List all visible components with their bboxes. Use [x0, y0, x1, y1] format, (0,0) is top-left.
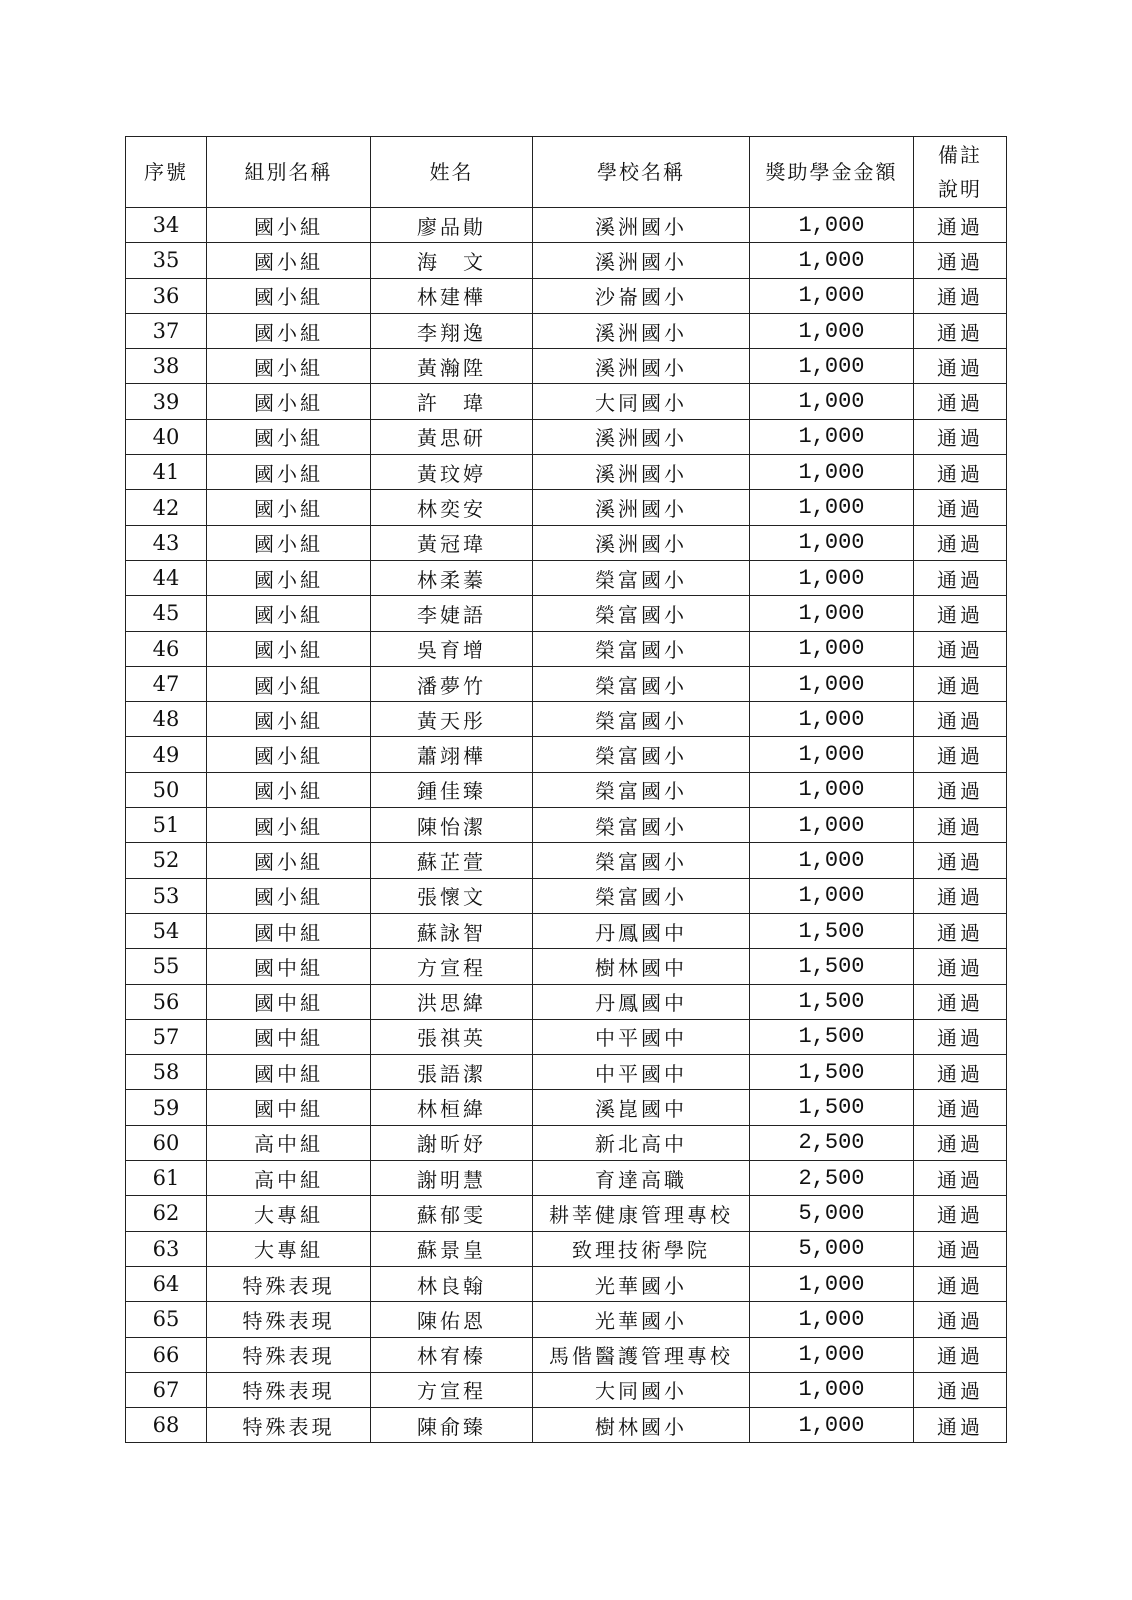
- cell-group: 國小組: [207, 878, 371, 913]
- cell-remark: 通過: [914, 419, 1007, 454]
- cell-seq: 47: [126, 666, 207, 701]
- cell-amount: 1,000: [750, 1337, 914, 1372]
- cell-group: 特殊表現: [207, 1372, 371, 1407]
- cell-seq: 34: [126, 208, 207, 243]
- cell-remark: 通過: [914, 490, 1007, 525]
- cell-amount: 1,000: [750, 313, 914, 348]
- cell-school: 榮富國小: [533, 772, 750, 807]
- cell-name: 張懷文: [371, 878, 533, 913]
- cell-name: 洪思緯: [371, 984, 533, 1019]
- cell-school: 耕莘健康管理專校: [533, 1196, 750, 1231]
- cell-remark: 通過: [914, 843, 1007, 878]
- cell-amount: 5,000: [750, 1231, 914, 1266]
- cell-school: 馬偕醫護管理專校: [533, 1337, 750, 1372]
- cell-seq: 51: [126, 808, 207, 843]
- cell-amount: 5,000: [750, 1196, 914, 1231]
- cell-group: 國小組: [207, 419, 371, 454]
- header-group: 組別名稱: [207, 137, 371, 208]
- cell-name: 陳怡潔: [371, 808, 533, 843]
- cell-seq: 41: [126, 455, 207, 490]
- cell-seq: 66: [126, 1337, 207, 1372]
- cell-remark: 通過: [914, 1408, 1007, 1443]
- cell-seq: 58: [126, 1055, 207, 1090]
- cell-seq: 35: [126, 243, 207, 278]
- table-row: [126, 1302, 1007, 1337]
- cell-remark: 通過: [914, 1125, 1007, 1160]
- cell-school: 大同國小: [533, 1372, 750, 1407]
- cell-remark: 通過: [914, 772, 1007, 807]
- cell-amount: 1,000: [750, 666, 914, 701]
- table-row: [126, 349, 1007, 384]
- cell-amount: 1,000: [750, 631, 914, 666]
- table-row: [126, 1019, 1007, 1054]
- header-seq: 序號: [126, 137, 207, 208]
- cell-group: 國中組: [207, 949, 371, 984]
- cell-name: 潘夢竹: [371, 666, 533, 701]
- cell-amount: 1,000: [750, 772, 914, 807]
- cell-group: 國中組: [207, 913, 371, 948]
- cell-school: 榮富國小: [533, 560, 750, 595]
- cell-school: 溪崑國中: [533, 1090, 750, 1125]
- cell-group: 國小組: [207, 208, 371, 243]
- cell-seq: 39: [126, 384, 207, 419]
- cell-amount: 1,000: [750, 349, 914, 384]
- scholarship-table: [125, 136, 1007, 1443]
- table-row: [126, 525, 1007, 560]
- cell-amount: 1,500: [750, 1019, 914, 1054]
- cell-group: 國小組: [207, 349, 371, 384]
- table-row: [126, 560, 1007, 595]
- cell-group: 國小組: [207, 278, 371, 313]
- cell-seq: 49: [126, 737, 207, 772]
- table-row: [126, 666, 1007, 701]
- cell-seq: 46: [126, 631, 207, 666]
- table-row: [126, 913, 1007, 948]
- cell-remark: 通過: [914, 313, 1007, 348]
- header-remark: [914, 137, 1007, 208]
- cell-remark: 通過: [914, 596, 1007, 631]
- cell-remark: 通過: [914, 1019, 1007, 1054]
- cell-group: 特殊表現: [207, 1266, 371, 1301]
- cell-group: 國小組: [207, 737, 371, 772]
- cell-seq: 67: [126, 1372, 207, 1407]
- cell-name: 蘇郁雯: [371, 1196, 533, 1231]
- cell-group: 特殊表現: [207, 1408, 371, 1443]
- cell-school: 致理技術學院: [533, 1231, 750, 1266]
- table-row: [126, 772, 1007, 807]
- cell-school: 榮富國小: [533, 737, 750, 772]
- cell-school: 溪洲國小: [533, 490, 750, 525]
- table-row: [126, 384, 1007, 419]
- cell-seq: 68: [126, 1408, 207, 1443]
- cell-name: 蘇景皇: [371, 1231, 533, 1266]
- cell-name: 張祺英: [371, 1019, 533, 1054]
- cell-name: 海 文: [371, 243, 533, 278]
- cell-remark: 通過: [914, 949, 1007, 984]
- cell-group: 特殊表現: [207, 1302, 371, 1337]
- cell-name: 吳育增: [371, 631, 533, 666]
- cell-remark: 通過: [914, 243, 1007, 278]
- table-row: [126, 737, 1007, 772]
- cell-remark: 通過: [914, 878, 1007, 913]
- cell-school: 榮富國小: [533, 596, 750, 631]
- cell-remark: 通過: [914, 913, 1007, 948]
- table-row: [126, 1372, 1007, 1407]
- table-row: [126, 878, 1007, 913]
- cell-school: 溪洲國小: [533, 243, 750, 278]
- cell-name: 李婕語: [371, 596, 533, 631]
- cell-group: 國小組: [207, 455, 371, 490]
- cell-name: 黃思研: [371, 419, 533, 454]
- table-row: [126, 1161, 1007, 1196]
- cell-seq: 64: [126, 1266, 207, 1301]
- cell-remark: 通過: [914, 737, 1007, 772]
- cell-amount: 1,000: [750, 737, 914, 772]
- cell-remark: 通過: [914, 278, 1007, 313]
- cell-group: 國小組: [207, 843, 371, 878]
- cell-school: 樹林國中: [533, 949, 750, 984]
- cell-remark: 通過: [914, 1337, 1007, 1372]
- cell-seq: 38: [126, 349, 207, 384]
- cell-seq: 53: [126, 878, 207, 913]
- cell-name: 李翔逸: [371, 313, 533, 348]
- cell-amount: 1,000: [750, 278, 914, 313]
- table-row: [126, 702, 1007, 737]
- table-row: [126, 1125, 1007, 1160]
- cell-amount: 1,000: [750, 1408, 914, 1443]
- header-remark-line2: 說明: [938, 177, 982, 201]
- cell-group: 國小組: [207, 808, 371, 843]
- cell-group: 國小組: [207, 702, 371, 737]
- cell-school: 丹鳳國中: [533, 984, 750, 1019]
- cell-school: 樹林國小: [533, 1408, 750, 1443]
- table-row: [126, 490, 1007, 525]
- cell-school: 光華國小: [533, 1302, 750, 1337]
- cell-remark: 通過: [914, 384, 1007, 419]
- cell-group: 國中組: [207, 1090, 371, 1125]
- cell-remark: 通過: [914, 666, 1007, 701]
- cell-amount: 2,500: [750, 1125, 914, 1160]
- cell-school: 溪洲國小: [533, 208, 750, 243]
- cell-amount: 1,000: [750, 455, 914, 490]
- cell-name: 林奕安: [371, 490, 533, 525]
- cell-name: 鍾佳臻: [371, 772, 533, 807]
- cell-school: 榮富國小: [533, 666, 750, 701]
- cell-amount: 1,000: [750, 808, 914, 843]
- cell-seq: 63: [126, 1231, 207, 1266]
- cell-group: 國小組: [207, 525, 371, 560]
- cell-amount: 1,500: [750, 949, 914, 984]
- table-row: [126, 1090, 1007, 1125]
- table-row: [126, 631, 1007, 666]
- cell-amount: 1,000: [750, 384, 914, 419]
- cell-school: 溪洲國小: [533, 419, 750, 454]
- cell-name: 黃冠瑋: [371, 525, 533, 560]
- cell-school: 榮富國小: [533, 631, 750, 666]
- cell-remark: 通過: [914, 560, 1007, 595]
- cell-remark: 通過: [914, 1090, 1007, 1125]
- cell-seq: 52: [126, 843, 207, 878]
- header-school: 學校名稱: [533, 137, 750, 208]
- cell-school: 溪洲國小: [533, 525, 750, 560]
- cell-remark: 通過: [914, 984, 1007, 1019]
- cell-group: 國中組: [207, 1055, 371, 1090]
- table-row: [126, 984, 1007, 1019]
- cell-school: 溪洲國小: [533, 455, 750, 490]
- cell-group: 國小組: [207, 631, 371, 666]
- cell-amount: 1,000: [750, 843, 914, 878]
- cell-name: 陳俞臻: [371, 1408, 533, 1443]
- cell-name: 謝昕妤: [371, 1125, 533, 1160]
- cell-school: 丹鳳國中: [533, 913, 750, 948]
- cell-seq: 56: [126, 984, 207, 1019]
- cell-remark: 通過: [914, 808, 1007, 843]
- cell-group: 國小組: [207, 772, 371, 807]
- cell-seq: 40: [126, 419, 207, 454]
- cell-group: 國小組: [207, 596, 371, 631]
- cell-name: 蕭翊樺: [371, 737, 533, 772]
- cell-name: 林宥榛: [371, 1337, 533, 1372]
- cell-amount: 1,000: [750, 419, 914, 454]
- cell-amount: 1,000: [750, 878, 914, 913]
- cell-seq: 42: [126, 490, 207, 525]
- table-row: [126, 1196, 1007, 1231]
- cell-name: 方宣程: [371, 949, 533, 984]
- cell-school: 大同國小: [533, 384, 750, 419]
- cell-remark: 通過: [914, 455, 1007, 490]
- cell-school: 榮富國小: [533, 702, 750, 737]
- header-amount: 獎助學金金額: [750, 137, 914, 208]
- cell-name: 黃瀚陞: [371, 349, 533, 384]
- cell-group: 高中組: [207, 1161, 371, 1196]
- cell-amount: 1,000: [750, 560, 914, 595]
- cell-seq: 59: [126, 1090, 207, 1125]
- cell-seq: 62: [126, 1196, 207, 1231]
- cell-amount: 1,000: [750, 208, 914, 243]
- cell-seq: 55: [126, 949, 207, 984]
- cell-name: 林建樺: [371, 278, 533, 313]
- cell-seq: 57: [126, 1019, 207, 1054]
- cell-group: 國小組: [207, 243, 371, 278]
- table-row: [126, 1266, 1007, 1301]
- cell-school: 中平國中: [533, 1055, 750, 1090]
- cell-amount: 1,500: [750, 1090, 914, 1125]
- cell-remark: 通過: [914, 208, 1007, 243]
- cell-amount: 1,000: [750, 1372, 914, 1407]
- cell-amount: 1,000: [750, 596, 914, 631]
- cell-school: 沙崙國小: [533, 278, 750, 313]
- cell-remark: 通過: [914, 1266, 1007, 1301]
- table-row: [126, 278, 1007, 313]
- cell-name: 廖品勛: [371, 208, 533, 243]
- cell-school: 中平國中: [533, 1019, 750, 1054]
- cell-group: 國中組: [207, 1019, 371, 1054]
- cell-school: 榮富國小: [533, 808, 750, 843]
- cell-group: 大專組: [207, 1231, 371, 1266]
- cell-group: 國小組: [207, 384, 371, 419]
- cell-group: 特殊表現: [207, 1337, 371, 1372]
- cell-seq: 36: [126, 278, 207, 313]
- cell-group: 國小組: [207, 490, 371, 525]
- cell-school: 溪洲國小: [533, 349, 750, 384]
- table-row: [126, 949, 1007, 984]
- cell-amount: 1,000: [750, 1302, 914, 1337]
- cell-school: 育達高職: [533, 1161, 750, 1196]
- cell-seq: 48: [126, 702, 207, 737]
- cell-group: 高中組: [207, 1125, 371, 1160]
- cell-name: 謝明慧: [371, 1161, 533, 1196]
- cell-amount: 1,500: [750, 913, 914, 948]
- cell-seq: 54: [126, 913, 207, 948]
- cell-seq: 43: [126, 525, 207, 560]
- table-row: [126, 596, 1007, 631]
- cell-remark: 通過: [914, 1302, 1007, 1337]
- cell-name: 張語潔: [371, 1055, 533, 1090]
- cell-remark: 通過: [914, 349, 1007, 384]
- cell-group: 國小組: [207, 666, 371, 701]
- table-row: [126, 1337, 1007, 1372]
- cell-seq: 60: [126, 1125, 207, 1160]
- cell-group: 大專組: [207, 1196, 371, 1231]
- cell-name: 許 瑋: [371, 384, 533, 419]
- cell-name: 黃天彤: [371, 702, 533, 737]
- cell-seq: 61: [126, 1161, 207, 1196]
- cell-group: 國中組: [207, 984, 371, 1019]
- table-row: [126, 1408, 1007, 1443]
- cell-name: 林柔蓁: [371, 560, 533, 595]
- cell-name: 蘇芷萱: [371, 843, 533, 878]
- cell-school: 榮富國小: [533, 843, 750, 878]
- cell-school: 光華國小: [533, 1266, 750, 1301]
- table-body: [126, 208, 1007, 1443]
- header-name: 姓名: [371, 137, 533, 208]
- cell-remark: 通過: [914, 525, 1007, 560]
- cell-amount: 2,500: [750, 1161, 914, 1196]
- cell-name: 林良翰: [371, 1266, 533, 1301]
- cell-school: 新北高中: [533, 1125, 750, 1160]
- table-row: [126, 808, 1007, 843]
- table-row: [126, 843, 1007, 878]
- table-row: [126, 313, 1007, 348]
- cell-remark: 通過: [914, 1231, 1007, 1266]
- cell-amount: 1,000: [750, 702, 914, 737]
- cell-remark: 通過: [914, 702, 1007, 737]
- header-remark-line1: 備註: [938, 143, 982, 167]
- cell-remark: 通過: [914, 1372, 1007, 1407]
- table-row: [126, 455, 1007, 490]
- cell-seq: 44: [126, 560, 207, 595]
- cell-name: 黃玟婷: [371, 455, 533, 490]
- table-row: [126, 1231, 1007, 1266]
- table-row: [126, 419, 1007, 454]
- table-row: [126, 208, 1007, 243]
- header-row: [126, 137, 1007, 208]
- cell-school: 溪洲國小: [533, 313, 750, 348]
- cell-remark: 通過: [914, 1055, 1007, 1090]
- table-row: [126, 1055, 1007, 1090]
- cell-seq: 65: [126, 1302, 207, 1337]
- cell-amount: 1,000: [750, 243, 914, 278]
- cell-amount: 1,500: [750, 984, 914, 1019]
- cell-group: 國小組: [207, 313, 371, 348]
- cell-remark: 通過: [914, 1196, 1007, 1231]
- cell-amount: 1,000: [750, 490, 914, 525]
- cell-amount: 1,500: [750, 1055, 914, 1090]
- cell-amount: 1,000: [750, 1266, 914, 1301]
- cell-name: 林桓緯: [371, 1090, 533, 1125]
- cell-seq: 37: [126, 313, 207, 348]
- cell-seq: 50: [126, 772, 207, 807]
- cell-name: 陳佑恩: [371, 1302, 533, 1337]
- cell-amount: 1,000: [750, 525, 914, 560]
- cell-remark: 通過: [914, 1161, 1007, 1196]
- cell-school: 榮富國小: [533, 878, 750, 913]
- cell-remark: 通過: [914, 631, 1007, 666]
- table-row: [126, 243, 1007, 278]
- cell-seq: 45: [126, 596, 207, 631]
- cell-name: 蘇詠智: [371, 913, 533, 948]
- cell-name: 方宣程: [371, 1372, 533, 1407]
- cell-group: 國小組: [207, 560, 371, 595]
